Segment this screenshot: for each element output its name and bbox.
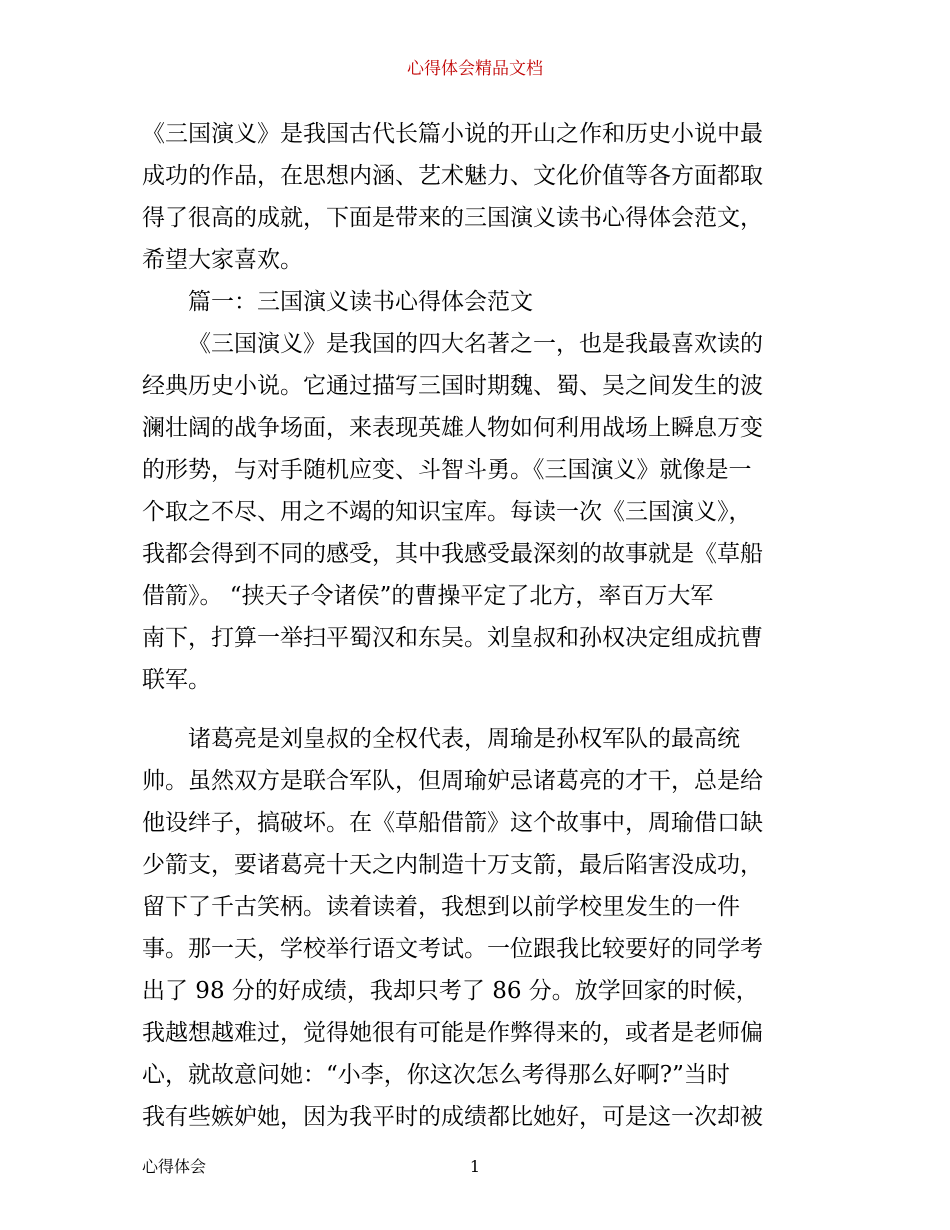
- text-line: 我有些嫉妒她，因为我平时的成绩都比她好，可是这一次却被: [142, 1104, 763, 1130]
- text-line: 留下了千古笑柄。读着读着，我想到以前学校里发生的一件: [142, 894, 740, 920]
- text-line: 《三国演义》是我国古代长篇小说的开山之作和历史小说中最: [142, 121, 763, 147]
- text-line: 心，就故意问她：“小李，你这次怎么考得那么好啊?”当时: [142, 1062, 730, 1088]
- text-line: 成功的作品，在思想内涵、艺术魅力、文化价值等各方面都取: [142, 163, 763, 189]
- text-line: 《三国演义》是我国的四大名著之一，也是我最喜欢读的: [188, 331, 763, 357]
- text-line: 我都会得到不同的感受，其中我感受最深刻的故事就是《草船: [142, 541, 763, 567]
- text-line: 澜壮阔的战争场面，来表现英雄人物如何利用战场上瞬息万变: [142, 415, 763, 441]
- section-heading: 篇一：三国演义读书心得体会范文: [188, 289, 533, 315]
- text-line: 出了 98 分的好成绩，我却只考了 86 分。放学回家的时候，: [142, 978, 759, 1004]
- paragraph-gap: [142, 701, 814, 718]
- document-header-title: 心得体会精品文档: [407, 59, 543, 79]
- footer-label: 心得体会: [142, 1157, 207, 1176]
- document-body: [142, 113, 814, 1138]
- text-line: 借箭》。 “挟天子令诸侯”的曹操平定了北方，率百万大军: [142, 583, 714, 609]
- text-line: 经典历史小说。它通过描写三国时期魏、蜀、吴之间发生的波: [142, 373, 763, 399]
- text-line: 得了很高的成就，下面是带来的三国演义读书心得体会范文，: [142, 205, 763, 231]
- text-line: 我越想越难过，觉得她很有可能是作弊得来的，或者是老师偏: [142, 1020, 763, 1046]
- text-line: 个取之不尽、用之不竭的知识宝库。每读一次《三国演义》，: [142, 499, 752, 525]
- text-line: 事。那一天，学校举行语文考试。一位跟我比较要好的同学考: [142, 936, 763, 962]
- text-line: 少箭支，要诸葛亮十天之内制造十万支箭，最后陷害没成功，: [142, 852, 763, 878]
- text-line: 联军。: [142, 667, 211, 693]
- page-number: 1: [469, 1157, 481, 1176]
- text-line: 帅。虽然双方是联合军队，但周瑜妒忌诸葛亮的才干，总是给: [142, 768, 763, 794]
- text-line: 的形势，与对手随机应变、斗智斗勇。《三国演义》就像是一: [142, 457, 752, 483]
- text-line: 他设绊子，搞破坏。在《草船借箭》这个故事中，周瑜借口缺: [142, 810, 763, 836]
- text-line: 诸葛亮是刘皇叔的全权代表，周瑜是孙权军队的最高统: [188, 726, 740, 752]
- text-line: 希望大家喜欢。: [142, 247, 303, 273]
- text-line: 南下，打算一举扫平蜀汉和东吴。刘皇叔和孙权决定组成抗曹: [142, 625, 763, 651]
